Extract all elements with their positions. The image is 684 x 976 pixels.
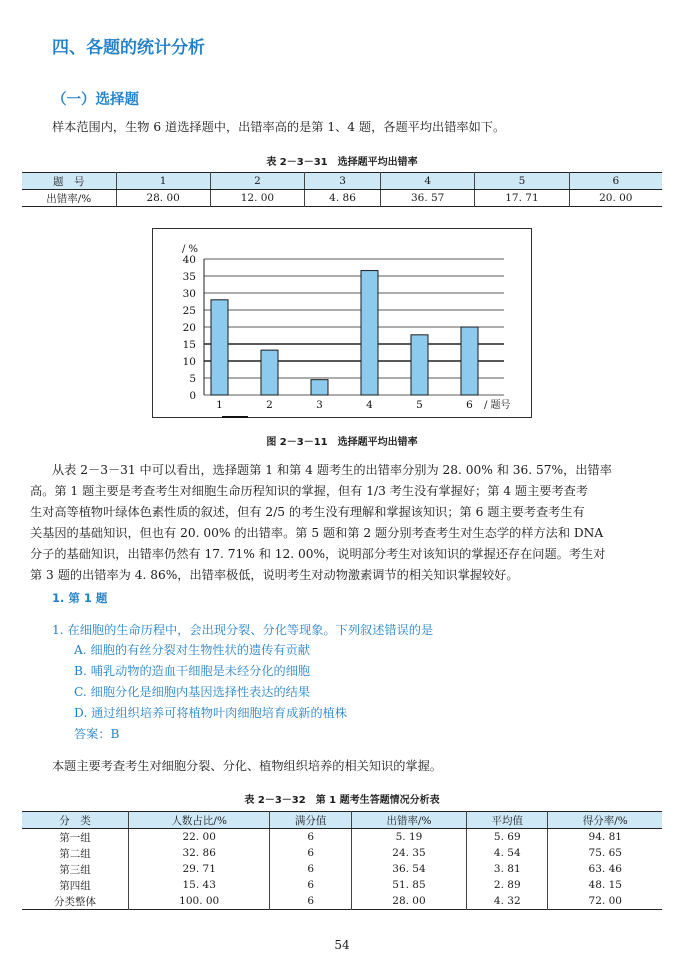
- table-cell: 5. 69: [467, 829, 548, 846]
- analysis-line: 分子的基础知识，出错率仍然有 17. 71% 和 12. 00%，说明部分考生对该知识的掌握还存在问题。考生对: [30, 547, 606, 561]
- table-cell: 第二组: [22, 845, 128, 861]
- bar-question-5: [411, 335, 428, 395]
- y-tick-label: 5: [189, 373, 196, 385]
- table-row: [22, 877, 662, 893]
- table-cell: 48. 15: [548, 877, 662, 893]
- error-rate-cell: 12. 00: [210, 190, 304, 207]
- table-cell: 36. 54: [351, 861, 466, 877]
- table-cell: 2. 89: [467, 877, 548, 893]
- bar-question-4: [361, 271, 378, 395]
- x-axis-label: / 题号: [484, 400, 511, 411]
- error-rate-cell: 20. 00: [569, 190, 662, 207]
- question-number: 2: [210, 173, 304, 190]
- table-cell: 6: [270, 861, 351, 877]
- y-tick-label: 35: [182, 271, 196, 283]
- question-number: 5: [475, 173, 569, 190]
- question-number: 4: [381, 173, 475, 190]
- y-tick-label: 30: [182, 288, 196, 300]
- question-options: [74, 640, 347, 745]
- y-tick-label: 15: [182, 339, 196, 351]
- error-rate-cell: 36. 57: [381, 190, 475, 207]
- x-tick-label: 3: [316, 399, 323, 411]
- header-cell: 出错率/%: [351, 812, 466, 829]
- table-cell: 15. 43: [128, 877, 270, 893]
- subsection-title: （一）选择题: [52, 92, 139, 108]
- table-cell: 第一组: [22, 829, 128, 846]
- table-cell: 分类整体: [22, 893, 128, 910]
- table-row: [22, 812, 662, 829]
- table-row: [22, 829, 662, 846]
- table-row: [22, 893, 662, 910]
- x-tick-label: 1: [216, 399, 223, 411]
- header-cell: 平均值: [467, 812, 548, 829]
- bar-chart: [152, 228, 532, 420]
- chart-caption: 图 2－3－11 选择题平均出错率: [266, 437, 418, 448]
- error-rate-table: [22, 172, 662, 207]
- x-tick-label: 4: [366, 399, 373, 411]
- y-tick-label: 10: [182, 356, 196, 368]
- error-rate-cell: 28. 00: [116, 190, 210, 207]
- analysis-line: 关基因的基础知识，但也有 20. 00% 的出错率。第 5 题和第 2 题分别考查考生对生态学的样方法和 DNA: [30, 526, 604, 540]
- bar-question-6: [461, 327, 478, 395]
- table-row: [22, 173, 662, 190]
- bar-question-3: [311, 380, 328, 395]
- table1-caption: 表 2－3－31 选择题平均出错率: [266, 157, 418, 168]
- option-a: A. 细胞的有丝分裂对生物性状的遗传有贡献: [74, 643, 310, 657]
- x-tick-label: 2: [266, 399, 273, 411]
- table-cell: 100. 00: [128, 893, 270, 910]
- table-cell: 63. 46: [548, 861, 662, 877]
- error-rate-cell: 17. 71: [475, 190, 569, 207]
- bar-question-2: [261, 350, 278, 395]
- error-rate-cell: 4. 86: [305, 190, 381, 207]
- section-title: 四、各题的统计分析: [52, 38, 205, 58]
- header-cell: 得分率/%: [548, 812, 662, 829]
- table-cell: 75. 65: [548, 845, 662, 861]
- y-tick-label: 25: [182, 305, 196, 317]
- table-cell: 6: [270, 845, 351, 861]
- table-cell: 第三组: [22, 861, 128, 877]
- y-tick-label: 40: [182, 254, 196, 266]
- table-cell: 29. 71: [128, 861, 270, 877]
- question-number: 3: [305, 173, 381, 190]
- table-cell: 6: [270, 877, 351, 893]
- y-tick-label: 0: [189, 390, 196, 402]
- table-cell: 22. 00: [128, 829, 270, 846]
- option-d: D. 通过组织培养可将植物叶肉细胞培育成新的植株: [74, 706, 348, 720]
- question-number: 1: [116, 173, 210, 190]
- page-number: 54: [334, 938, 350, 952]
- table-row: [22, 190, 662, 207]
- table-cell: 94. 81: [548, 829, 662, 846]
- question-stem: 1. 在细胞的生命历程中，会出现分裂、分化等现象。下列叙述错误的是: [52, 623, 434, 637]
- table-cell: 72. 00: [548, 893, 662, 910]
- table-cell: 51. 85: [351, 877, 466, 893]
- header-cell: 分 类: [22, 812, 128, 829]
- question-number: 6: [569, 173, 662, 190]
- option-c: C. 细胞分化是细胞内基因选择性表达的结果: [74, 685, 311, 699]
- table2-caption: 表 2－3－32 第 1 题考生答题情况分析表: [244, 795, 440, 806]
- q1-heading: 1. 第 1 题: [52, 591, 108, 605]
- analysis-line: 第 3 题的出错率为 4. 86%，出错率极低，说明考生对动物激素调节的相关知识掌握较好。: [30, 568, 519, 582]
- x-tick-label: 5: [416, 399, 423, 411]
- bar-question-1: [211, 300, 228, 395]
- answer: 答案：B: [74, 727, 120, 741]
- header-cell: 人数占比/%: [128, 812, 270, 829]
- table-row: [22, 845, 662, 861]
- table-cell: 5. 19: [351, 829, 466, 846]
- table-cell: 32. 86: [128, 845, 270, 861]
- q1-analysis-table: [22, 811, 662, 910]
- row-label-question: 题 号: [22, 173, 116, 190]
- y-axis-label: / %: [182, 244, 199, 255]
- table-cell: 3. 81: [467, 861, 548, 877]
- intro-paragraph: 样本范围内，生物 6 道选择题中，出错率高的是第 1、4 题，各题平均出错率如下。: [52, 120, 506, 134]
- table-row: [22, 861, 662, 877]
- q1-summary: 本题主要考查考生对细胞分裂、分化、植物组织培养的相关知识的掌握。: [52, 759, 442, 773]
- table-cell: 24. 35: [351, 845, 466, 861]
- table-cell: 4. 54: [467, 845, 548, 861]
- header-cell: 满分值: [270, 812, 351, 829]
- x-tick-label: 6: [466, 399, 473, 411]
- table-cell: 6: [270, 829, 351, 846]
- analysis-line: 从表 2－3－31 中可以看出，选择题第 1 和第 4 题考生的出错率分别为 28. 00% 和 36. 57%，出错率: [52, 463, 612, 477]
- analysis-line: 高。第 1 题主要是考查考生对细胞生命历程知识的掌握，但有 1/3 考生没有掌握好；第 4 题主要考查考: [30, 484, 589, 498]
- table-cell: 28. 00: [351, 893, 466, 910]
- analysis-line: 生对高等植物叶绿体色素性质的叙述，但有 2/5 的考生没有理解和掌握该知识；第 6 题主要考查考生有: [30, 505, 585, 519]
- analysis-paragraph: [30, 460, 670, 586]
- option-b: B. 哺乳动物的造血干细胞是未经分化的细胞: [74, 664, 311, 678]
- table-cell: 6: [270, 893, 351, 910]
- y-tick-label: 20: [182, 322, 196, 334]
- table-cell: 第四组: [22, 877, 128, 893]
- table-cell: 4. 32: [467, 893, 548, 910]
- row-label-error-rate: 出错率/%: [22, 190, 116, 207]
